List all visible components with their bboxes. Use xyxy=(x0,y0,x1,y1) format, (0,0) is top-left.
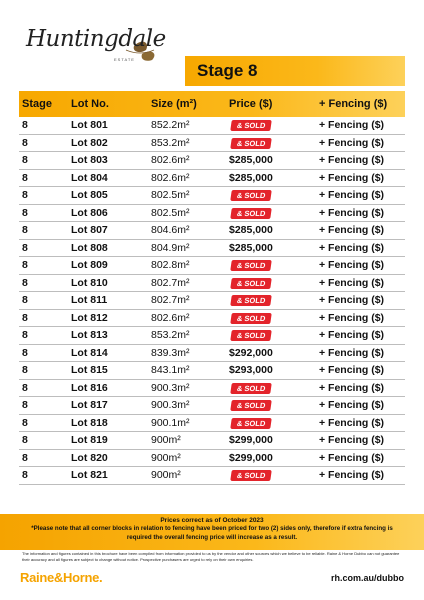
cell-price: $285,000 xyxy=(229,154,273,167)
cell-lot: Lot 817 xyxy=(71,399,108,412)
table-header xyxy=(19,91,405,117)
cell-lot: Lot 810 xyxy=(71,276,108,289)
cell-price xyxy=(229,207,319,219)
cell-size: 900m² xyxy=(151,434,181,447)
sold-badge: & SOLD xyxy=(230,260,272,271)
disclaimer: The information and figures contained in this brochure have been compiled from information provided to us by the vendor and other sources which we believe to be reliable. Raine & Horne Dubbo can not guarantee their accuracy and all figures are subject to change without notice. Prospective purchasers are urged to rely on their own enquiries. xyxy=(22,551,400,562)
cell-lot: Lot 802 xyxy=(71,136,108,149)
cell-lot: Lot 807 xyxy=(71,224,108,237)
cell-lot: Lot 801 xyxy=(71,119,108,132)
cell-price xyxy=(229,417,319,429)
prices-note: Prices correct as of October 2023 xyxy=(160,517,264,524)
logo-wordmark: Huntingdale xyxy=(26,26,166,52)
cell-lot: Lot 804 xyxy=(71,171,108,184)
cell-stage: 8 xyxy=(22,136,28,149)
cell-size: 802.6m² xyxy=(151,154,190,167)
cell-stage: 8 xyxy=(22,119,28,132)
cell-fencing: + Fencing ($) xyxy=(319,416,385,429)
table-row xyxy=(19,467,405,485)
logo-subtitle: ESTATE xyxy=(114,57,135,62)
sold-badge: & SOLD xyxy=(230,330,272,341)
cell-size: 900m² xyxy=(151,451,181,464)
table-row xyxy=(19,170,405,188)
cell-fencing: + Fencing ($) xyxy=(319,434,385,447)
huntingdale-logo xyxy=(22,20,166,78)
cell-fencing: + Fencing ($) xyxy=(319,224,385,237)
website-link[interactable]: rh.com.au/dubbo xyxy=(331,573,404,583)
cell-price xyxy=(229,469,319,481)
cell-lot: Lot 815 xyxy=(71,364,108,377)
cell-stage: 8 xyxy=(22,329,28,342)
sold-badge: & SOLD xyxy=(230,400,272,411)
cell-lot: Lot 809 xyxy=(71,259,108,272)
cell-price: $293,000 xyxy=(229,364,273,377)
cell-stage: 8 xyxy=(22,171,28,184)
cell-fencing: + Fencing ($) xyxy=(319,346,385,359)
header-stage: Stage xyxy=(22,98,52,110)
cell-fencing: + Fencing ($) xyxy=(319,136,385,149)
lots-table xyxy=(19,91,405,485)
cell-price: $285,000 xyxy=(229,171,273,184)
cell-fencing: + Fencing ($) xyxy=(319,381,385,394)
header-price: Price ($) xyxy=(229,98,273,110)
cell-fencing: + Fencing ($) xyxy=(319,171,385,184)
cell-lot: Lot 820 xyxy=(71,451,108,464)
cell-fencing: + Fencing ($) xyxy=(319,189,385,202)
cell-fencing: + Fencing ($) xyxy=(319,259,385,272)
cell-size: 853.2m² xyxy=(151,329,190,342)
cell-size: 900.3m² xyxy=(151,381,190,394)
cell-stage: 8 xyxy=(22,294,28,307)
sold-badge: & SOLD xyxy=(230,208,272,219)
cell-lot: Lot 806 xyxy=(71,206,108,219)
cell-price xyxy=(229,382,319,394)
sold-badge: & SOLD xyxy=(230,278,272,289)
cell-stage: 8 xyxy=(22,399,28,412)
table-row xyxy=(19,205,405,223)
stage-banner xyxy=(185,56,405,86)
cell-lot: Lot 813 xyxy=(71,329,108,342)
cell-size: 802.6m² xyxy=(151,171,190,184)
cell-stage: 8 xyxy=(22,364,28,377)
sold-badge: & SOLD xyxy=(230,418,272,429)
table-row xyxy=(19,292,405,310)
cell-size: 804.6m² xyxy=(151,224,190,237)
cell-fencing: + Fencing ($) xyxy=(319,119,385,132)
table-row xyxy=(19,415,405,433)
cell-stage: 8 xyxy=(22,451,28,464)
cell-price: $299,000 xyxy=(229,451,273,464)
table-row xyxy=(19,222,405,240)
cell-price xyxy=(229,329,319,341)
cell-lot: Lot 821 xyxy=(71,469,108,482)
cell-lot: Lot 818 xyxy=(71,416,108,429)
cell-size: 802.6m² xyxy=(151,311,190,324)
table-row xyxy=(19,275,405,293)
footer-notes xyxy=(0,514,424,550)
cell-stage: 8 xyxy=(22,311,28,324)
header-fencing: + Fencing ($) xyxy=(319,98,388,110)
sold-badge: & SOLD xyxy=(230,295,272,306)
table-row xyxy=(19,450,405,468)
cell-size: 853.2m² xyxy=(151,136,190,149)
header-lot: Lot No. xyxy=(71,98,109,110)
cell-lot: Lot 812 xyxy=(71,311,108,324)
cell-fencing: + Fencing ($) xyxy=(319,294,385,307)
sold-badge: & SOLD xyxy=(230,190,272,201)
cell-fencing: + Fencing ($) xyxy=(319,399,385,412)
cell-size: 804.9m² xyxy=(151,241,190,254)
cell-fencing: + Fencing ($) xyxy=(319,451,385,464)
cell-size: 802.7m² xyxy=(151,276,190,289)
cell-stage: 8 xyxy=(22,241,28,254)
table-row xyxy=(19,397,405,415)
cell-fencing: + Fencing ($) xyxy=(319,241,385,254)
cell-fencing: + Fencing ($) xyxy=(319,206,385,219)
cell-lot: Lot 805 xyxy=(71,189,108,202)
table-row xyxy=(19,327,405,345)
cell-size: 802.5m² xyxy=(151,206,190,219)
cell-price xyxy=(229,312,319,324)
cell-stage: 8 xyxy=(22,469,28,482)
cell-fencing: + Fencing ($) xyxy=(319,364,385,377)
cell-lot: Lot 816 xyxy=(71,381,108,394)
cell-fencing: + Fencing ($) xyxy=(319,154,385,167)
cell-lot: Lot 811 xyxy=(71,294,108,307)
sold-badge: & SOLD xyxy=(230,470,272,481)
table-row xyxy=(19,310,405,328)
table-row xyxy=(19,135,405,153)
table-row xyxy=(19,380,405,398)
cell-stage: 8 xyxy=(22,346,28,359)
cell-stage: 8 xyxy=(22,381,28,394)
cell-fencing: + Fencing ($) xyxy=(319,276,385,289)
cell-fencing: + Fencing ($) xyxy=(319,329,385,342)
cell-price xyxy=(229,294,319,306)
cell-price: $285,000 xyxy=(229,241,273,254)
cell-size: 802.5m² xyxy=(151,189,190,202)
cell-stage: 8 xyxy=(22,259,28,272)
cell-price: $292,000 xyxy=(229,346,273,359)
cell-price xyxy=(229,119,319,131)
table-body xyxy=(19,117,405,485)
cell-price xyxy=(229,259,319,271)
table-row xyxy=(19,187,405,205)
cell-size: 802.8m² xyxy=(151,259,190,272)
table-row xyxy=(19,345,405,363)
cell-lot: Lot 814 xyxy=(71,346,108,359)
cell-price: $285,000 xyxy=(229,224,273,237)
cell-stage: 8 xyxy=(22,276,28,289)
cell-price xyxy=(229,399,319,411)
cell-size: 802.7m² xyxy=(151,294,190,307)
table-row xyxy=(19,240,405,258)
cell-size: 839.3m² xyxy=(151,346,190,359)
cell-fencing: + Fencing ($) xyxy=(319,311,385,324)
cell-size: 900.3m² xyxy=(151,399,190,412)
cell-lot: Lot 808 xyxy=(71,241,108,254)
cell-size: 900m² xyxy=(151,469,181,482)
sold-badge: & SOLD xyxy=(230,138,272,149)
cell-fencing: + Fencing ($) xyxy=(319,469,385,482)
table-row xyxy=(19,152,405,170)
cell-size: 852.2m² xyxy=(151,119,190,132)
table-row xyxy=(19,362,405,380)
stage-title: Stage 8 xyxy=(197,61,258,80)
table-row xyxy=(19,117,405,135)
cell-stage: 8 xyxy=(22,189,28,202)
cell-price xyxy=(229,277,319,289)
sold-badge: & SOLD xyxy=(230,383,272,394)
cell-price xyxy=(229,189,319,201)
brand-logo: Raine&Horne. xyxy=(20,570,103,585)
cell-size: 843.1m² xyxy=(151,364,190,377)
cell-stage: 8 xyxy=(22,206,28,219)
cell-stage: 8 xyxy=(22,434,28,447)
sold-badge: & SOLD xyxy=(230,120,272,131)
sold-badge: & SOLD xyxy=(230,313,272,324)
header-size: Size (m²) xyxy=(151,98,197,110)
cell-stage: 8 xyxy=(22,224,28,237)
corner-note: *Please note that all corner blocks in relation to fencing have been priced for two (2) sides only, therefore if extra fencing is required the overall fencing price will increase as a result. xyxy=(31,525,393,541)
cell-price: $299,000 xyxy=(229,434,273,447)
table-row xyxy=(19,432,405,450)
cell-size: 900.1m² xyxy=(151,416,190,429)
cell-price xyxy=(229,137,319,149)
table-row xyxy=(19,257,405,275)
cell-lot: Lot 819 xyxy=(71,434,108,447)
cell-stage: 8 xyxy=(22,154,28,167)
cell-lot: Lot 803 xyxy=(71,154,108,167)
cell-stage: 8 xyxy=(22,416,28,429)
